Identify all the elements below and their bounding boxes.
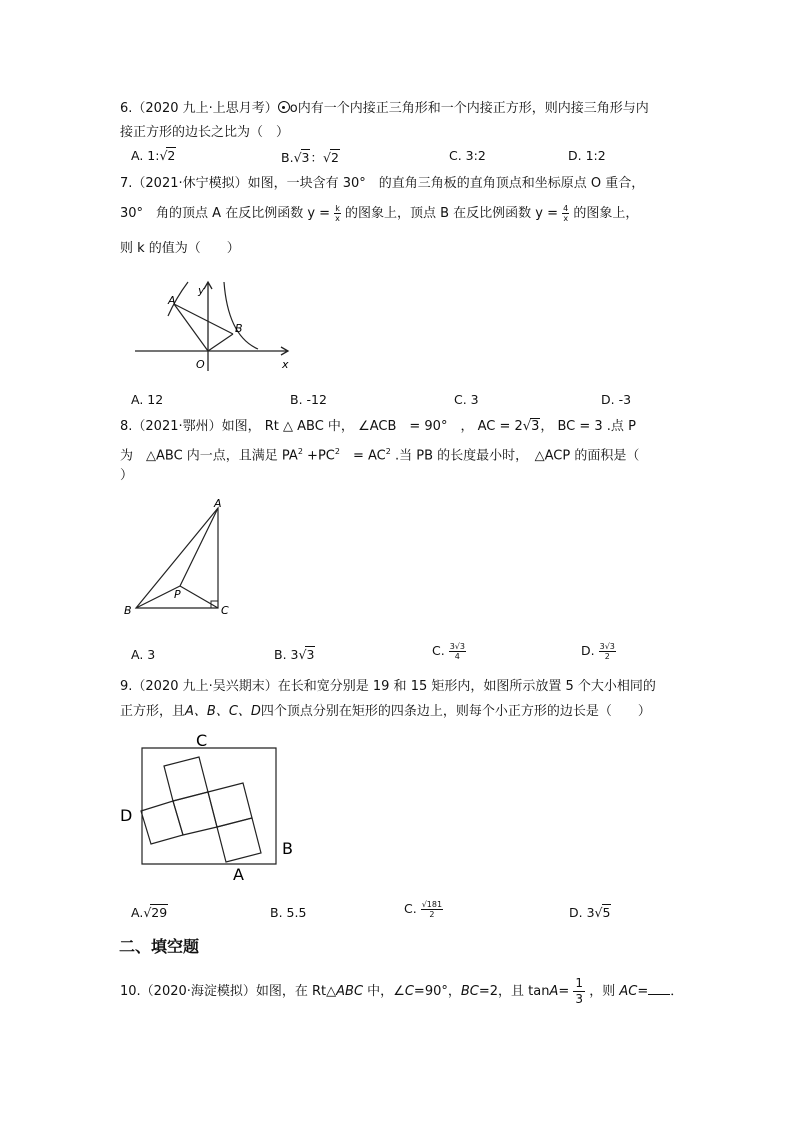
label-a: A <box>214 497 222 510</box>
q7-option-b[interactable]: B. -12 <box>290 392 327 407</box>
q9-option-a[interactable]: A.√29 <box>131 905 168 920</box>
five-squares <box>141 757 261 862</box>
fraction-k-over-x: $\frac{k}{x}$ <box>335 204 340 223</box>
label-a: A <box>233 865 244 884</box>
q8-option-b[interactable]: B. 3√3 <box>274 647 315 662</box>
outer-rectangle <box>142 748 276 864</box>
q6-prefix: 6.（2020 九上·上思月考） <box>120 101 278 116</box>
segment-oa <box>174 304 208 351</box>
q8-line1: 8.（2021·鄂州）如图， Rt △ ABC 中， ∠ACB = 90° ， AC = 2√3， BC = 3 .点 P <box>120 415 680 439</box>
q6-line1 <box>120 97 680 121</box>
q10-line: 10.（2020·海淀模拟）如图，在 Rt△ABC 中，∠C=90°，BC=2，且 tanA= $\frac{1}{3}$ ，则 AC= ． <box>120 976 684 1006</box>
segment-ab <box>174 304 233 334</box>
segment-cp <box>180 586 218 608</box>
sqrt-icon: √2 <box>159 148 176 163</box>
q8-option-d[interactable]: D. $\frac{3√3}{2}$ <box>581 642 615 661</box>
label-d: D <box>120 806 133 825</box>
q6-line2: 接正方形的边长之比为（ ） <box>120 125 290 140</box>
q8-option-a[interactable]: A. 3 <box>131 647 156 662</box>
label-x: x <box>282 358 289 371</box>
sqrt-icon: √29 <box>143 905 168 920</box>
sqrt-icon: √3 <box>293 150 310 165</box>
q9-option-d[interactable]: D. 3√5 <box>569 905 611 920</box>
q8-line2: 为 △ABC 内一点，且满足 $PA^2 +PC^2$ = $AC^2$ .当 PB 的长度最小时， △ACP 的面积是（ <box>120 447 640 464</box>
q9-line2: 正方形，且A、B、C、D四个顶点分别在矩形的四条边上，则每个小正方形的边长是（ ） <box>120 704 651 719</box>
q8-option-c[interactable]: C. $\frac{3√3}{4}$ <box>432 642 465 661</box>
sqrt-icon: √5 <box>594 905 611 920</box>
label-c: C <box>221 604 229 617</box>
label-p: P <box>174 588 181 601</box>
label-o: O <box>196 358 205 371</box>
sqrt-icon: √2 <box>323 150 339 165</box>
label-c: C <box>196 731 208 750</box>
sqrt-icon: √3 <box>522 419 540 434</box>
circle-dot-icon <box>278 101 290 113</box>
fraction: $\frac{√181}{2}$ <box>421 900 443 919</box>
label-b: B <box>282 839 293 858</box>
sqrt-icon: √3 <box>298 647 315 662</box>
fraction: $\frac{3√3}{2}$ <box>599 642 615 661</box>
q6-circle-label: o <box>289 101 298 116</box>
segment-ob <box>208 334 233 351</box>
label-b: B <box>235 322 243 335</box>
q9-option-b[interactable]: B. 5.5 <box>270 905 307 920</box>
q6-option-d[interactable]: D. 1:2 <box>568 148 606 163</box>
q7-option-d[interactable]: D. -3 <box>601 392 632 407</box>
hyperbola-right <box>224 282 258 349</box>
q8-figure <box>118 496 238 624</box>
q7-figure <box>130 276 300 376</box>
q7-option-a[interactable]: A. 12 <box>131 392 164 407</box>
q7-line2: 30° 角的顶点 A 在反比例函数 y = $\frac{k}{x}$ 的图象上，顶点 B 在反比例函数 y = $\frac{4}{x}$ 的图象上， <box>120 204 639 223</box>
q7-option-c[interactable]: C. 3 <box>454 392 479 407</box>
q8-line3: ） <box>120 468 134 483</box>
label-a: A <box>168 294 176 307</box>
answer-blank[interactable] <box>648 980 670 995</box>
q7-line3: 则 k 的值为（ ） <box>120 241 240 256</box>
fraction-one-third: $\frac{1}{3}$ <box>575 976 584 1006</box>
q6-option-b[interactable]: B.√3：√2 <box>281 150 339 165</box>
fraction: $\frac{3√3}{4}$ <box>449 642 465 661</box>
q9-line1: 9.（2020 九上·吴兴期末）在长和宽分别是 19 和 15 矩形内，如图所示放置 5 个大小相同的 <box>120 679 656 694</box>
q9-option-c[interactable]: C. $\frac{√181}{2}$ <box>404 900 443 919</box>
q9-figure <box>116 726 306 886</box>
q7-line1: 7.（2021·休宁模拟）如图，一块含有 30° 的直角三角板的直角顶点和坐标原点 O 重合， <box>120 176 645 191</box>
q6-option-a[interactable]: A. 1:√2 <box>131 148 176 163</box>
q6-text-1: 内有一个内接正三角形和一个内接正方形，则内接三角形与内 <box>297 101 649 116</box>
section-title: 二、填空题 <box>119 937 200 956</box>
label-y: y <box>198 284 205 297</box>
fraction-4-over-x: $\frac{4}{x}$ <box>563 204 569 223</box>
q6-option-c[interactable]: C. 3:2 <box>449 148 486 163</box>
label-b: B <box>124 604 132 617</box>
